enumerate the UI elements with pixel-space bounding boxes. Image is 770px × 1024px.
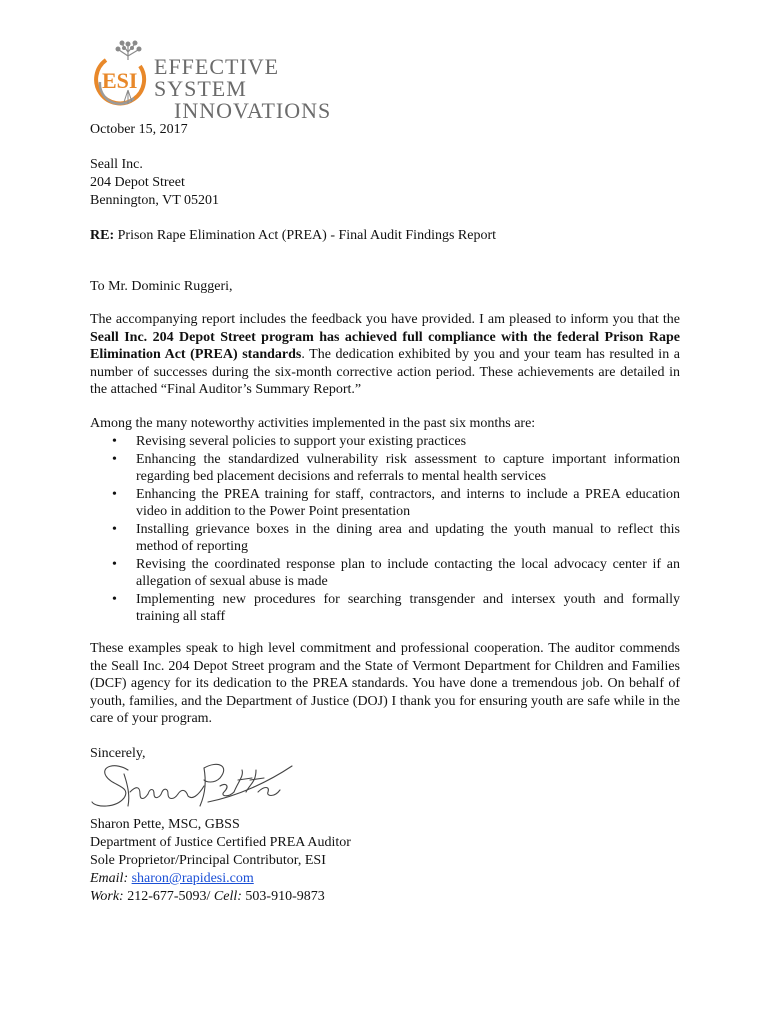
signer-title-1: Department of Justice Certified PREA Auditor — [90, 835, 351, 850]
signer-phone-line — [90, 888, 680, 906]
intro-paragraph — [90, 311, 680, 399]
list-item — [90, 521, 680, 556]
recipient-city: Bennington, VT 05201 — [90, 193, 219, 208]
intro-part-1: The accompanying report includes the feedback you have provided. I am pleased to inform you that the — [90, 312, 680, 327]
list-item-text: Revising several policies to support your existing practices — [136, 434, 467, 449]
list-item-text: Enhancing the PREA training for staff, contractors, and interns to include a PREA education video in addition to the Power Point presentation — [136, 486, 680, 519]
salutation: To Mr. Dominic Ruggeri, — [90, 279, 233, 294]
list-item — [90, 486, 680, 521]
cell-label: Cell: — [210, 889, 242, 904]
bullet-icon: • — [112, 434, 117, 449]
list-item — [90, 556, 680, 591]
list-item — [90, 433, 680, 451]
work-label: Work: — [90, 889, 124, 904]
intro-part-2: . The dedication exhibited by you and your team has resulted in a number of successes during the six-month corrective action period. These achievements are detailed in the attached “Final Auditor’s Summary Report.” — [90, 347, 680, 398]
list-item — [90, 451, 680, 486]
cell-phone: 503-910-9873 — [241, 889, 325, 904]
handwritten-signature-icon — [88, 756, 298, 818]
list-item-text: Implementing new procedures for searching transgender and intersex youth and formally training all staff — [136, 591, 680, 624]
bullet-icon: • — [112, 486, 117, 502]
logo-mark-text: ESI — [102, 68, 138, 93]
bullet-icon: • — [112, 591, 117, 607]
bullet-icon: • — [112, 451, 117, 467]
signer-name: Sharon Pette, MSC, GBSS — [90, 817, 240, 832]
subject-text: Prison Rape Elimination Act (PREA) - Final Audit Findings Report — [114, 228, 497, 243]
bullet-icon: • — [112, 556, 117, 572]
signer-title-2: Sole Proprietor/Principal Contributor, ESI — [90, 853, 326, 868]
closing-paragraph: These examples speak to high level commitment and professional cooperation. The auditor commends the Seall Inc. 204 Depot Street program and the State of Vermont Department for Children and Families (DCF) agency for its dedication to the PREA standards. You have done a tremendous job. On behalf of youth, families, and the Department of Justice (DOJ) I thank you for ensuring youth are safe while in the care of your program. — [90, 641, 680, 727]
subject-line — [90, 227, 680, 245]
letter-date: October 15, 2017 — [90, 122, 188, 137]
list-item-text: Revising the coordinated response plan to include contacting the local advocacy center if an allegation of sexual abuse is made — [136, 556, 680, 589]
subject-label: RE: — [90, 228, 115, 243]
list-item-text: Enhancing the standardized vulnerability risk assessment to capture important information regarding bed placement decisions and referrals to mental health services — [136, 451, 680, 484]
email-label: Email: — [90, 871, 129, 886]
list-item — [90, 591, 680, 626]
recipient-name: Seall Inc. — [90, 157, 143, 172]
intro-bold: Seall Inc. 204 Depot Street program has achieved full compliance with the federal Prison Rape Elimination Act (PREA) standards — [90, 329, 680, 363]
email-link[interactable]: sharon@rapidesi.com — [131, 871, 254, 886]
recipient-street: 204 Depot Street — [90, 175, 185, 190]
signer-email-line — [90, 870, 680, 888]
bullet-icon: • — [112, 521, 117, 537]
activities-list — [90, 433, 680, 626]
logo-line-1: EFFECTIVE SYSTEM — [154, 54, 280, 101]
work-phone: 212-677-5093/ — [123, 889, 211, 904]
closing: Sincerely, — [90, 746, 146, 761]
company-logo — [88, 38, 378, 123]
list-item-text: Installing grievance boxes in the dining area and updating the youth manual to reflect this method of reporting — [136, 521, 680, 554]
signature-block — [90, 816, 680, 906]
esi-logo-icon — [88, 38, 152, 108]
logo-line-2: INNOVATIONS — [174, 98, 332, 123]
logo-company-name — [154, 56, 378, 122]
recipient-address — [90, 156, 680, 210]
list-intro: Among the many noteworthy activities implemented in the past six months are: — [90, 416, 536, 431]
